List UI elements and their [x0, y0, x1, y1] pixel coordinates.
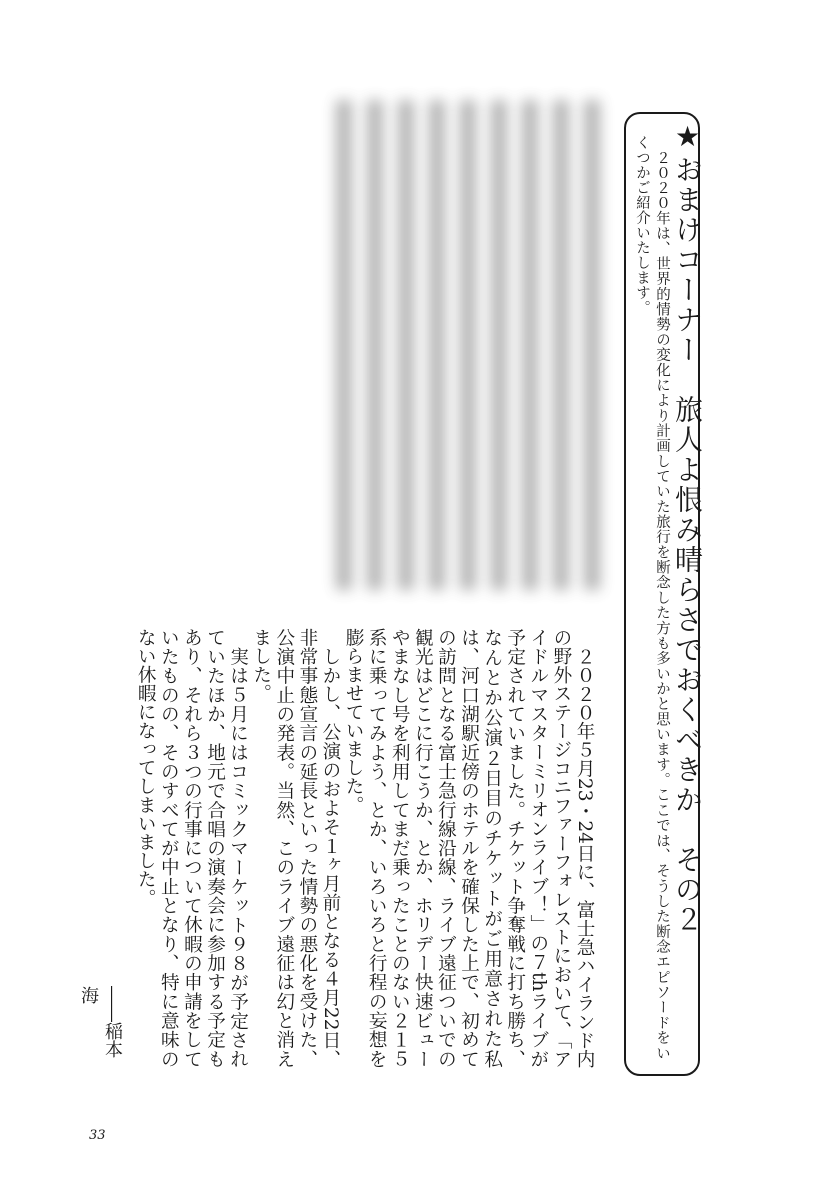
corner-title: ★おまけコーナー 旅人よ恨み晴らさでおくべきか その２: [671, 120, 704, 935]
author-signature: ――稲本海: [78, 986, 123, 1058]
blurred-text-column: [328, 100, 606, 590]
article-body: [136, 628, 596, 1068]
page-number: 33: [89, 1128, 106, 1143]
article-paragraph: ２０２０年５月23・24日に、富士急ハイランド内の野外ステージコニファーフォレストにおいて、「アイドルマスターミリオンライブ！」の７thライブが予定されていました。チケット争奪戦に打ち勝ち、なんとか公演２日目のチケットがご用意された私は、河口湖駅近傍のホテルを確保した上で、初めての訪問となる富士急行線沿線、ライブ遠征ついでの観光はどこに行こうか、とか、ホリデー快速ビューやまなし号を利用してまだ乗ったことのない２１５系に乗ってみよう、とか、いろいろと行程の妄想を膨らませていました。: [343, 628, 595, 1068]
corner-intro: ２０２０年は、世界的情勢の変化により計画していた旅行を断念した方も多いかと思います。ここでは、そうした断念エピソードをいくつかご紹介いたします。: [634, 135, 670, 1061]
article-paragraph: しかし、公演のおよそ１ヶ月前となる４月22日、非常事態宣言の延長といった情勢の悪化を受けた、公演中止の発表。当然、このライブ遠征は幻と消えました。: [250, 628, 341, 1068]
article-paragraph: 実は５月にはコミックマーケット９８が予定されていたほか、地元で合唱の演奏会に参加する予定もあり、それら３つの行事について休暇の申請をしていたものの、そのすべてが中止となり、特に意味のない休暇になってしまいました。: [135, 628, 249, 1068]
